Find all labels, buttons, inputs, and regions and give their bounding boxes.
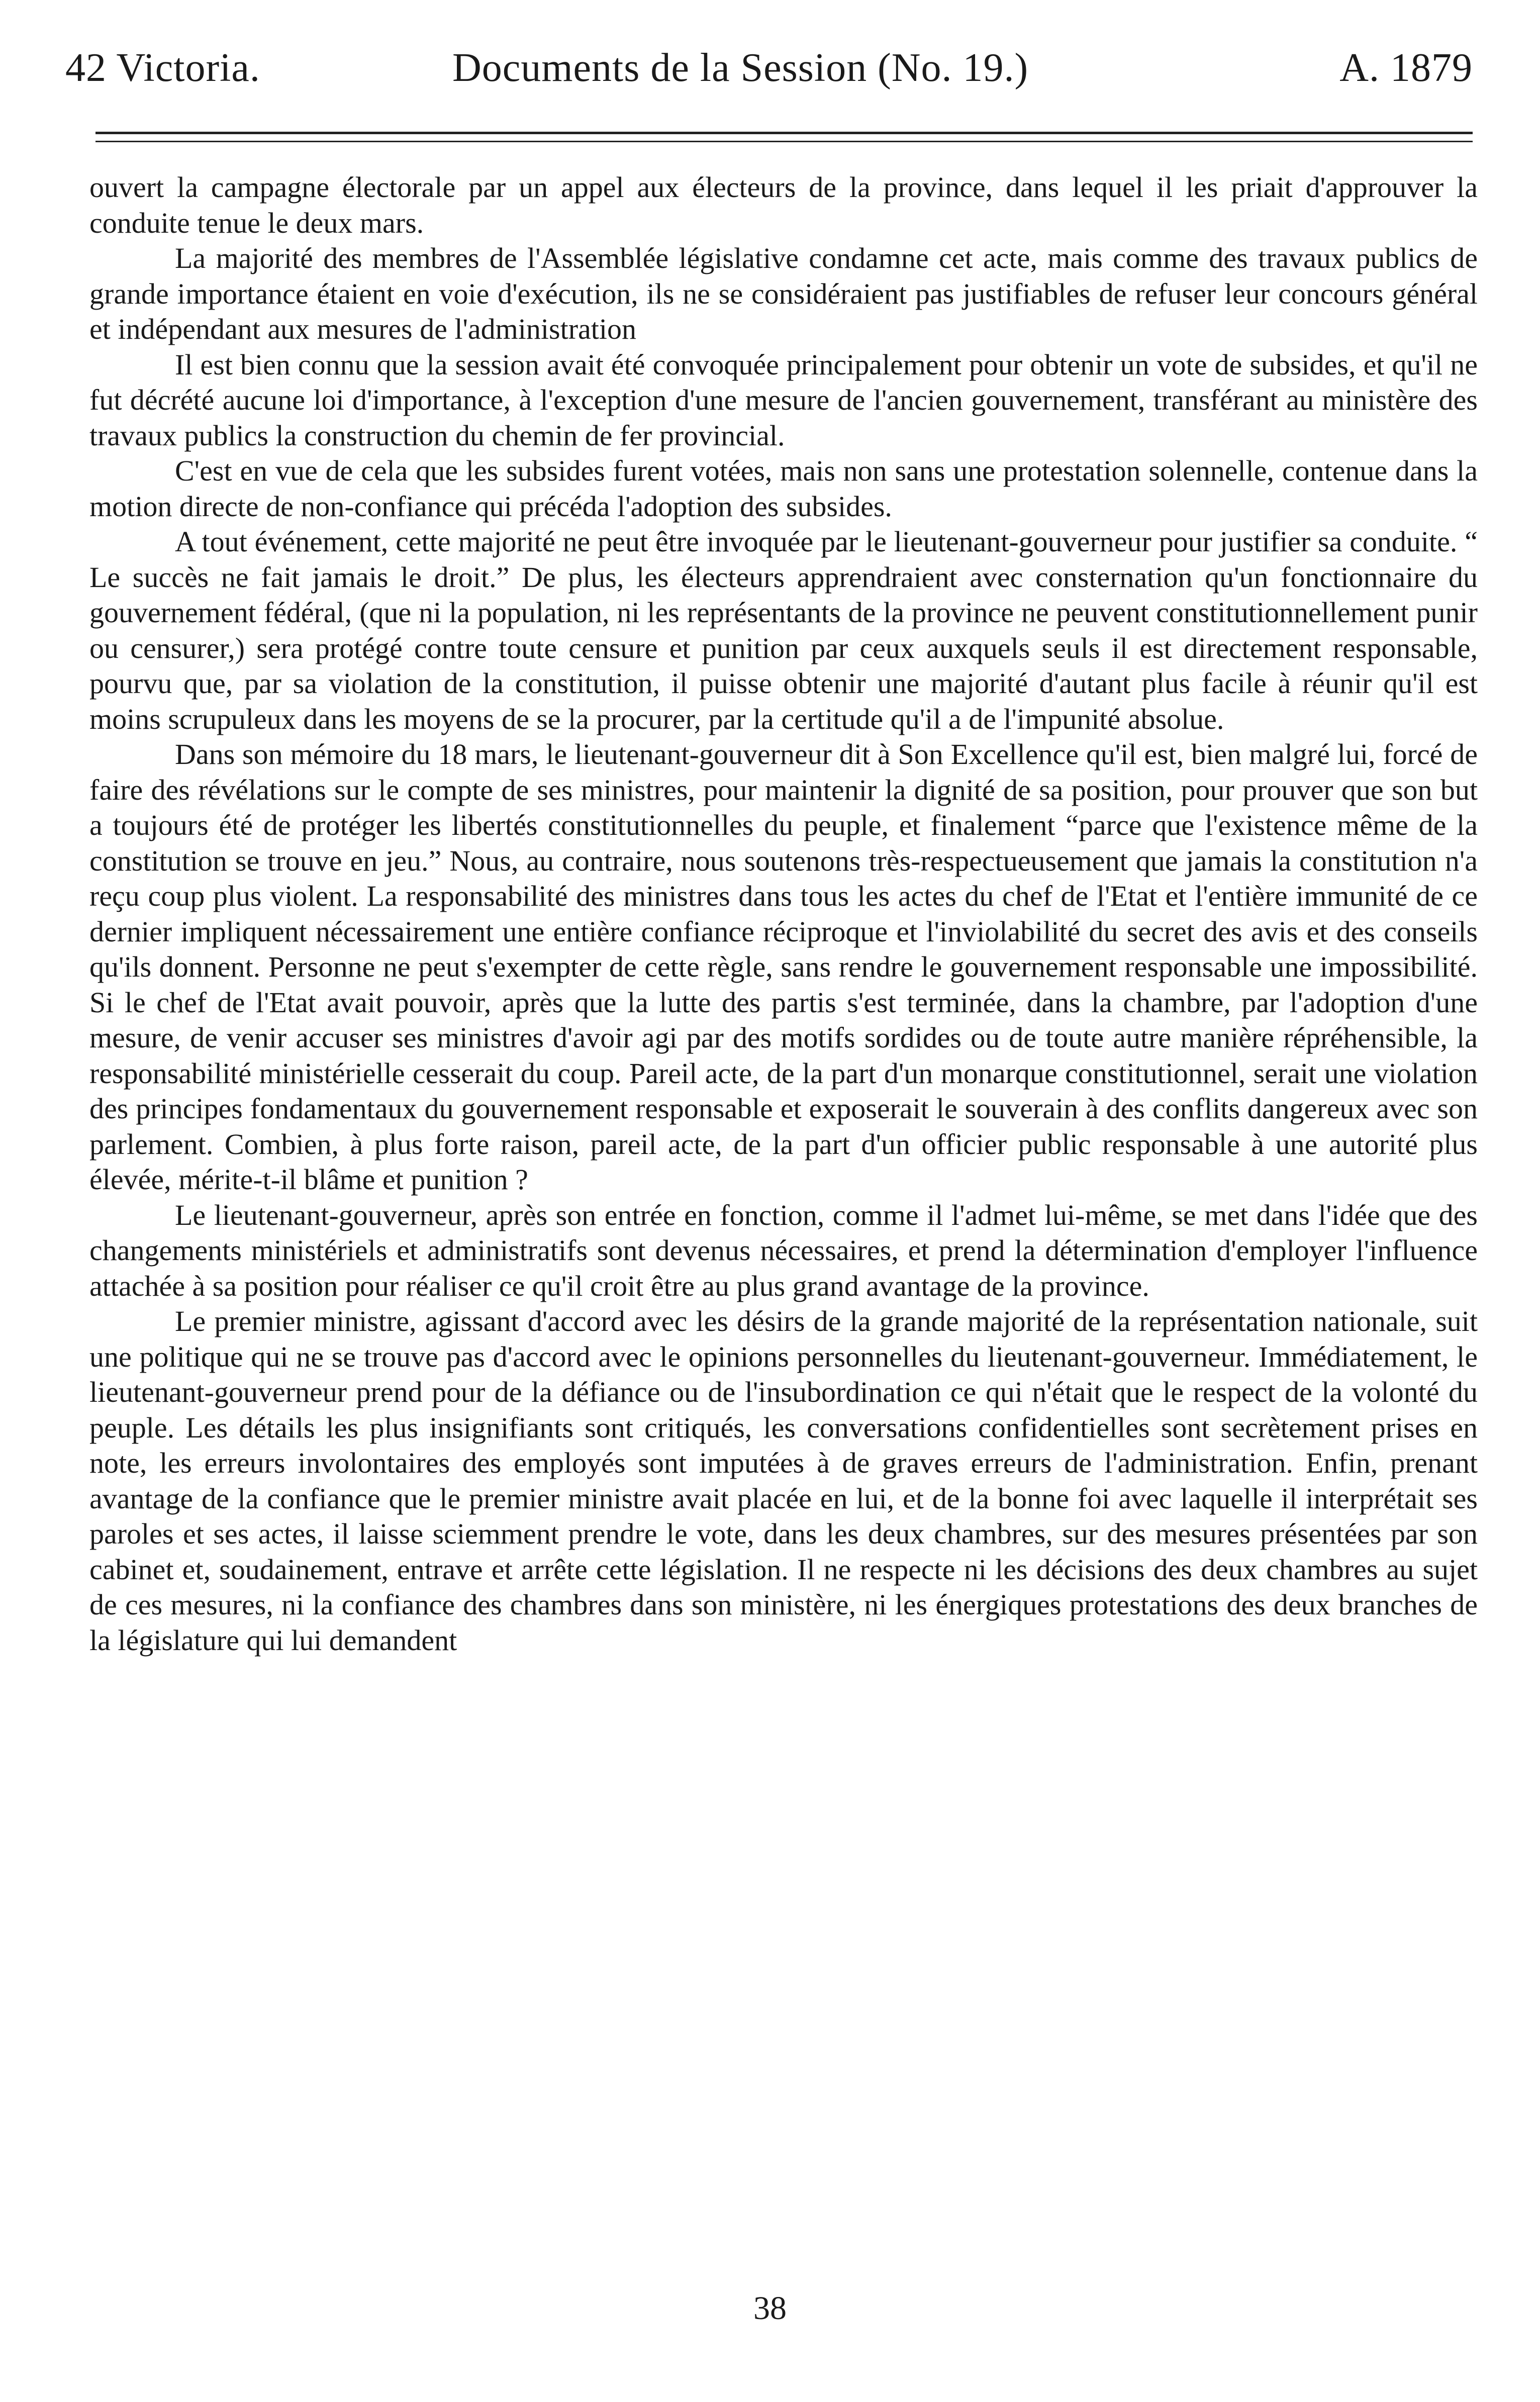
paragraph: A tout événement, cette majorité ne peut être invoquée par le lieutenant-gouverneur pour justifier sa conduite. “ Le succès ne fait jamais le droit.” De plus, les électeurs apprendraient avec consternation qu'un fonctionnaire du gouvernement fédéral, (que ni la population, ni les représentants de la province ne peuvent constitutionnellement punir ou censurer,) sera protégé contre toute censure et punition par ceux auxquels seuls il est directement responsable, pourvu que, par sa violation de la constitution, il puisse obtenir une majorité d'autant plus facile à réunir qu'il est moins scrupuleux dans les moyens de se la procurer, par la certitude qu'il a de l'impunité absolue.	[89, 525, 1478, 735]
header-title: Documents de la Session (No. 19.)	[452, 46, 1029, 90]
paragraph: Dans son mémoire du 18 mars, le lieutenant-gouverneur dit à Son Excellence qu'il est, bien malgré lui, forcé de faire des révélations sur le compte de ses ministres, pour maintenir la dignité de sa position, pour prouver que son but a toujours été de protéger les libertés constitutionnelles du peuple, et finalement “parce que l'existence même de la constitution se trouve en jeu.” Nous, au contraire, nous soutenons très-respectueusement que jamais la constitution n'a reçu coup plus violent. La responsabilité des ministres dans tous les actes du chef de l'Etat et l'entière immunité de ce dernier impliquent nécessairement une entière confiance réciproque et l'inviolabilité du secret des avis et des conseils qu'ils donnent. Personne ne peut s'exempter de cette règle, sans rendre le gouvernement responsable une impossibilité. Si le chef de l'Etat avait pouvoir, après que la lutte des partis s'est terminée, dans la chambre, par l'adoption d'une mesure, de venir accuser ses ministres d'avoir agi par des motifs sordides ou de toute autre manière répréhensible, la responsabilité ministérielle cesserait du coup. Pareil acte, de la part d'un monarque constitutionnel, serait une violation des principes fondamentaux du gouvernement responsable et exposerait le souverain à des conflits dangereux avec son parlement. Combien, à plus forte raison, pareil acte, de la part d'un officier public responsable à une autorité plus élevée, mérite-t-il blâme et punition ?	[89, 738, 1478, 1196]
page-number: 38	[753, 2290, 787, 2327]
body-text	[89, 170, 1478, 1658]
paragraph: La majorité des membres de l'Assemblée législative condamne cet acte, mais comme des travaux publics de grande importance étaient en voie d'exécution, ils ne se considéraient pas justifiables de refuser leur concours général et indépendant aux mesures de l'administration	[89, 242, 1478, 345]
header-volume: 42 Victoria.	[65, 46, 260, 90]
paragraph: Il est bien connu que la session avait été convoquée principalement pour obtenir un vote de subsides, et qu'il ne fut décrété aucune loi d'importance, à l'exception d'une mesure de l'ancien gouvernement, transférant au ministère des travaux publics la construction du chemin de fer provincial.	[89, 348, 1478, 452]
paragraph: Le premier ministre, agissant d'accord avec les désirs de la grande majorité de la représentation nationale, suit une politique qui ne se trouve pas d'accord avec le opinions personnelles du lieutenant-gouverneur. Immédiatement, le lieutenant-gouverneur prend pour de la défiance ou de l'insubordination ce qui n'était que le respect de la volonté du peuple. Les détails les plus insignifiants sont critiqués, les conversations confidentielles sont secrètement prises en note, les erreurs involontaires des employés sont imputées à de graves erreurs de l'administration. Enfin, prenant avantage de la confiance que le premier ministre avait placée en lui, et de la bonne foi avec laquelle il interprétait ses paroles et ses actes, il laisse sciemment prendre le vote, dans les deux chambres, sur des mesures présentées par son cabinet et, soudainement, entrave et arrête cette législation. Il ne respecte ni les décisions des deux chambres au sujet de ces mesures, ni la confiance des chambres dans son ministère, ni les énergiques protestations des deux branches de la législature qui lui demandent	[89, 1305, 1478, 1657]
header-rule-thick	[95, 132, 1473, 134]
paragraph: ouvert la campagne électorale par un appel aux électeurs de la province, dans lequel il les priait d'approuver la conduite tenue le deux mars.	[89, 171, 1478, 239]
header-rule-thin	[95, 141, 1473, 142]
header-year: A. 1879	[1339, 46, 1473, 90]
paragraph: Le lieutenant-gouverneur, après son entrée en fonction, comme il l'admet lui-même, se met dans l'idée que des changements ministériels et administratifs sont devenus nécessaires, et prend la détermination d'employer l'influence attachée à sa position pour réaliser ce qu'il croit être au plus grand avantage de la province.	[89, 1198, 1478, 1302]
running-header	[65, 35, 1473, 95]
paragraph: C'est en vue de cela que les subsides furent votées, mais non sans une protestation solennelle, contenue dans la motion directe de non-confiance qui précéda l'adoption des subsides.	[89, 454, 1478, 523]
